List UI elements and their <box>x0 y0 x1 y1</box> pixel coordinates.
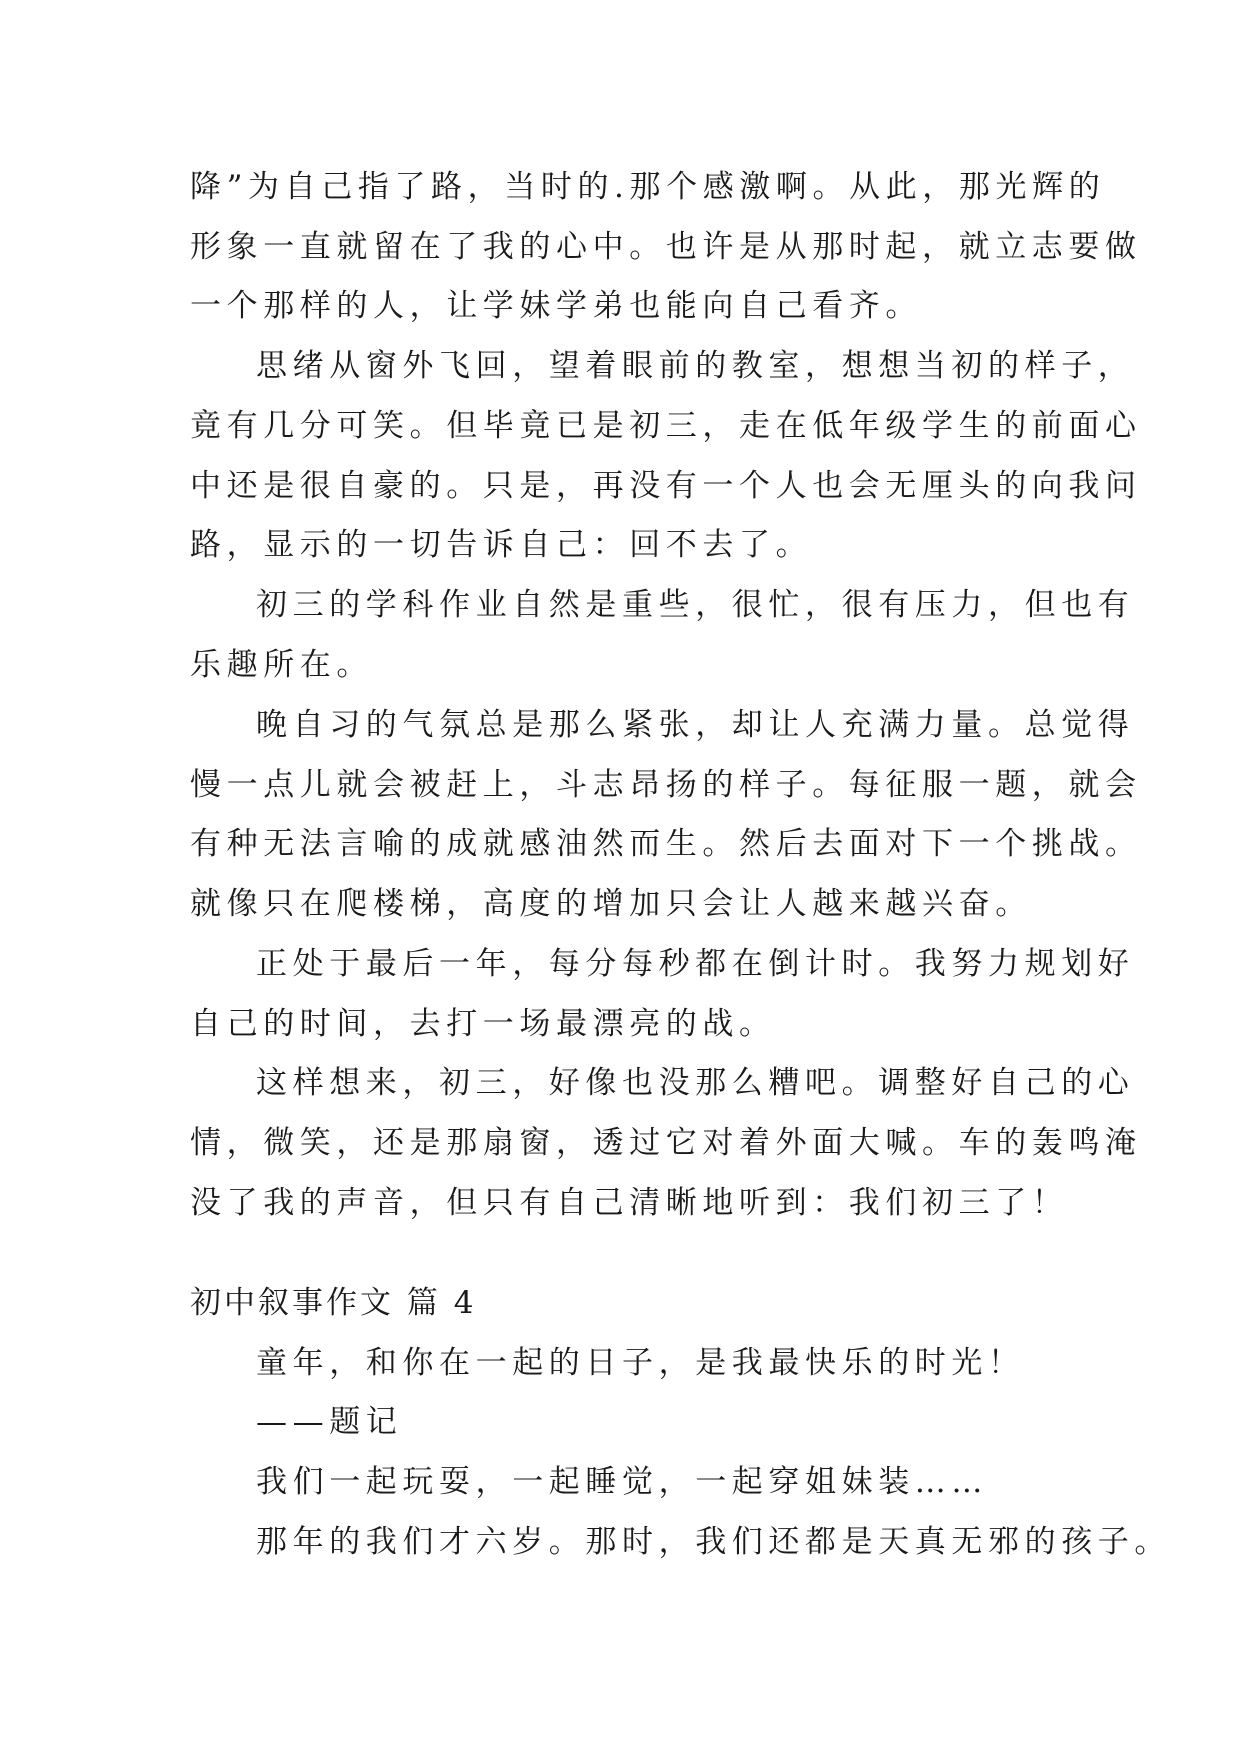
paragraph-line: 自己的时间，去打一场最漂亮的战。 <box>190 1006 776 1042</box>
paragraph-line: 没了我的声音，但只有自己清晰地听到：我们初三了！ <box>190 1185 1069 1221</box>
paragraph-line: 降”为自己指了路，当时的.那个感激啊。从此，那光辉的 <box>190 169 1106 205</box>
paragraph-line: 一个那样的人，让学妹学弟也能向自己看齐。 <box>190 288 922 324</box>
paragraph-line: 正处于最后一年，每分每秒都在倒计时。我努力规划好 <box>256 946 1135 982</box>
section-heading: 初中叙事作文 篇 4 <box>190 1285 477 1321</box>
paragraph-line: 形象一直就留在了我的心中。也许是从那时起，就立志要做 <box>190 229 1142 265</box>
epigraph-attribution: ——题记 <box>256 1404 403 1440</box>
paragraph-line: 这样想来，初三，好像也没那么糟吧。调整好自己的心 <box>256 1065 1135 1101</box>
paragraph-line: 思绪从窗外飞回，望着眼前的教室，想想当初的样子， <box>256 348 1135 384</box>
paragraph-line: 童年，和你在一起的日子，是我最快乐的时光！ <box>256 1345 1025 1381</box>
paragraph-line: 情，微笑，还是那扇窗，透过它对着外面大喊。车的轰鸣淹 <box>190 1125 1142 1161</box>
paragraph-line: 竟有几分可笑。但毕竟已是初三，走在低年级学生的前面心 <box>190 408 1142 444</box>
paragraph-line: 初三的学科作业自然是重些，很忙，很有压力，但也有 <box>256 587 1135 623</box>
paragraph-line: 晚自习的气氛总是那么紧张，却让人充满力量。总觉得 <box>256 707 1135 743</box>
paragraph-line: 那年的我们才六岁。那时，我们还都是天真无邪的孩子。 <box>256 1524 1171 1560</box>
paragraph-line: 中还是很自豪的。只是，再没有一个人也会无厘头的向我问 <box>190 468 1142 504</box>
paragraph-line: 我们一起玩耍，一起睡觉，一起穿姐妹装…… <box>256 1464 988 1500</box>
paragraph-line: 就像只在爬楼梯，高度的增加只会让人越来越兴奋。 <box>190 886 1032 922</box>
paragraph-line: 路，显示的一切告诉自己：回不去了。 <box>190 527 813 563</box>
paragraph-line: 慢一点儿就会被赶上，斗志昂扬的样子。每征服一题，就会 <box>190 767 1142 803</box>
paragraph-line: 乐趣所在。 <box>190 647 373 683</box>
paragraph-line: 有种无法言喻的成就感油然而生。然后去面对下一个挑战。 <box>190 826 1142 862</box>
